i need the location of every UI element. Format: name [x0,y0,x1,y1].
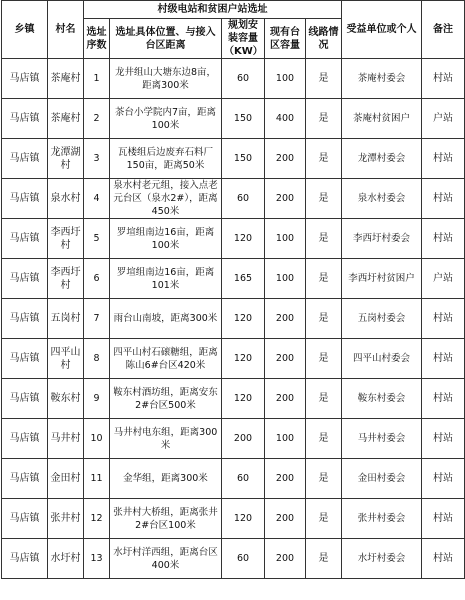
cell-capacity-plan: 120 [222,499,265,539]
cell-remark: 村站 [422,179,465,219]
cell-township: 马店镇 [2,139,48,179]
cell-location: 张井村大桥组，距离张井2#台区100米 [110,499,222,539]
cell-seq: 3 [84,139,110,179]
table-row [2,139,465,179]
header-line-status: 线路情况 [306,19,342,59]
table-row [2,499,465,539]
cell-beneficiary: 泉水村委会 [342,179,422,219]
cell-township: 马店镇 [2,459,48,499]
cell-capacity-existing: 200 [265,459,306,499]
cell-line-status: 是 [306,499,342,539]
cell-seq: 8 [84,339,110,379]
cell-township: 马店镇 [2,59,48,99]
cell-location: 瓦楼组后边废弃石料厂150亩，距离50米 [110,139,222,179]
cell-location: 龙井组山大塘东边8亩，距离300米 [110,59,222,99]
cell-township: 马店镇 [2,419,48,459]
cell-beneficiary: 李西圩村贫困户 [342,259,422,299]
cell-seq: 2 [84,99,110,139]
table-row [2,459,465,499]
cell-village: 金田村 [48,459,84,499]
cell-seq: 11 [84,459,110,499]
cell-remark: 村站 [422,219,465,259]
cell-capacity-plan: 60 [222,539,265,579]
cell-beneficiary: 鞍东村委会 [342,379,422,419]
cell-township: 马店镇 [2,339,48,379]
cell-capacity-plan: 165 [222,259,265,299]
cell-beneficiary: 茶庵村委会 [342,59,422,99]
cell-remark: 村站 [422,299,465,339]
header-village: 村名 [48,1,84,59]
cell-township: 马店镇 [2,379,48,419]
cell-capacity-existing: 200 [265,379,306,419]
cell-capacity-plan: 120 [222,299,265,339]
cell-beneficiary: 四平山村委会 [342,339,422,379]
cell-beneficiary: 水圩村委会 [342,539,422,579]
header-seq: 选址序数 [84,19,110,59]
cell-seq: 10 [84,419,110,459]
cell-village: 五岗村 [48,299,84,339]
header-capacity-existing: 现有台区容量 [265,19,306,59]
cell-village: 泉水村 [48,179,84,219]
cell-line-status: 是 [306,299,342,339]
cell-township: 马店镇 [2,299,48,339]
header-capacity-plan: 规划安装容量（KW） [222,19,265,59]
cell-township: 马店镇 [2,99,48,139]
cell-capacity-plan: 60 [222,459,265,499]
cell-beneficiary: 金田村委会 [342,459,422,499]
cell-line-status: 是 [306,219,342,259]
cell-line-status: 是 [306,59,342,99]
table-row [2,299,465,339]
table-row [2,179,465,219]
cell-capacity-plan: 150 [222,99,265,139]
cell-seq: 4 [84,179,110,219]
table-row [2,259,465,299]
cell-village: 茶庵村 [48,59,84,99]
cell-beneficiary: 张井村委会 [342,499,422,539]
cell-location: 马井村电东组，距离300米 [110,419,222,459]
cell-location: 水圩村洋西组，距离台区400米 [110,539,222,579]
cell-capacity-plan: 150 [222,139,265,179]
cell-capacity-plan: 120 [222,219,265,259]
header-township: 乡镇 [2,1,48,59]
table-row [2,419,465,459]
cell-location: 罗塇组南边16亩，距离101米 [110,259,222,299]
cell-line-status: 是 [306,179,342,219]
cell-line-status: 是 [306,419,342,459]
cell-capacity-existing: 100 [265,219,306,259]
header-group-title: 村级电站和贫困户站选址 [84,1,342,19]
cell-township: 马店镇 [2,179,48,219]
cell-seq: 1 [84,59,110,99]
cell-township: 马店镇 [2,219,48,259]
cell-beneficiary: 龙潭村委会 [342,139,422,179]
cell-capacity-existing: 200 [265,339,306,379]
cell-beneficiary: 茶庵村贫困户 [342,99,422,139]
cell-village: 马井村 [48,419,84,459]
cell-remark: 户站 [422,99,465,139]
cell-beneficiary: 李西圩村委会 [342,219,422,259]
site-selection-table [1,0,465,579]
cell-line-status: 是 [306,539,342,579]
cell-seq: 9 [84,379,110,419]
table-row [2,339,465,379]
cell-capacity-existing: 200 [265,179,306,219]
cell-capacity-existing: 400 [265,99,306,139]
cell-remark: 村站 [422,539,465,579]
cell-line-status: 是 [306,379,342,419]
cell-beneficiary: 五岗村委会 [342,299,422,339]
cell-capacity-existing: 100 [265,419,306,459]
cell-remark: 村站 [422,419,465,459]
cell-location: 四平山村石磙糖组，距离陈山6#台区420米 [110,339,222,379]
cell-remark: 村站 [422,379,465,419]
cell-location: 茶台小学院内7亩，距离100米 [110,99,222,139]
cell-capacity-plan: 60 [222,59,265,99]
cell-capacity-existing: 200 [265,299,306,339]
header-location: 选址具体位置、与接入台区距离 [110,19,222,59]
cell-village: 李西圩村 [48,259,84,299]
cell-capacity-existing: 100 [265,59,306,99]
table-row [2,99,465,139]
cell-remark: 村站 [422,59,465,99]
cell-beneficiary: 马井村委会 [342,419,422,459]
cell-capacity-plan: 120 [222,379,265,419]
cell-capacity-plan: 200 [222,419,265,459]
cell-seq: 6 [84,259,110,299]
cell-capacity-existing: 100 [265,259,306,299]
cell-line-status: 是 [306,339,342,379]
cell-remark: 户站 [422,259,465,299]
cell-township: 马店镇 [2,539,48,579]
table-row [2,379,465,419]
cell-capacity-existing: 200 [265,539,306,579]
cell-village: 李西圩村 [48,219,84,259]
cell-village: 龙潭湖村 [48,139,84,179]
cell-capacity-plan: 120 [222,339,265,379]
cell-capacity-existing: 200 [265,139,306,179]
cell-seq: 5 [84,219,110,259]
cell-location: 金华组，距离300米 [110,459,222,499]
header-beneficiary: 受益单位或个人 [342,1,422,59]
cell-location: 泉水村老元组，接入点老元台区（泉水2#），距离450米 [110,179,222,219]
cell-township: 马店镇 [2,499,48,539]
cell-location: 鞍东村酒坊组，距离安东2#台区500米 [110,379,222,419]
cell-seq: 7 [84,299,110,339]
cell-location: 雨台山南坡，距离300米 [110,299,222,339]
cell-township: 马店镇 [2,259,48,299]
cell-location: 罗塇组南边16亩，距离100米 [110,219,222,259]
cell-remark: 村站 [422,139,465,179]
cell-village: 四平山村 [48,339,84,379]
cell-remark: 村站 [422,459,465,499]
cell-remark: 村站 [422,339,465,379]
cell-village: 茶庵村 [48,99,84,139]
cell-line-status: 是 [306,259,342,299]
cell-capacity-plan: 60 [222,179,265,219]
cell-line-status: 是 [306,459,342,499]
header-remark: 备注 [422,1,465,59]
cell-line-status: 是 [306,99,342,139]
cell-line-status: 是 [306,139,342,179]
cell-village: 张井村 [48,499,84,539]
cell-seq: 13 [84,539,110,579]
table-row [2,59,465,99]
cell-village: 鞍东村 [48,379,84,419]
header-row [2,1,465,19]
cell-village: 水圩村 [48,539,84,579]
cell-capacity-existing: 200 [265,499,306,539]
table-row [2,219,465,259]
table-row [2,539,465,579]
cell-remark: 村站 [422,499,465,539]
cell-seq: 12 [84,499,110,539]
